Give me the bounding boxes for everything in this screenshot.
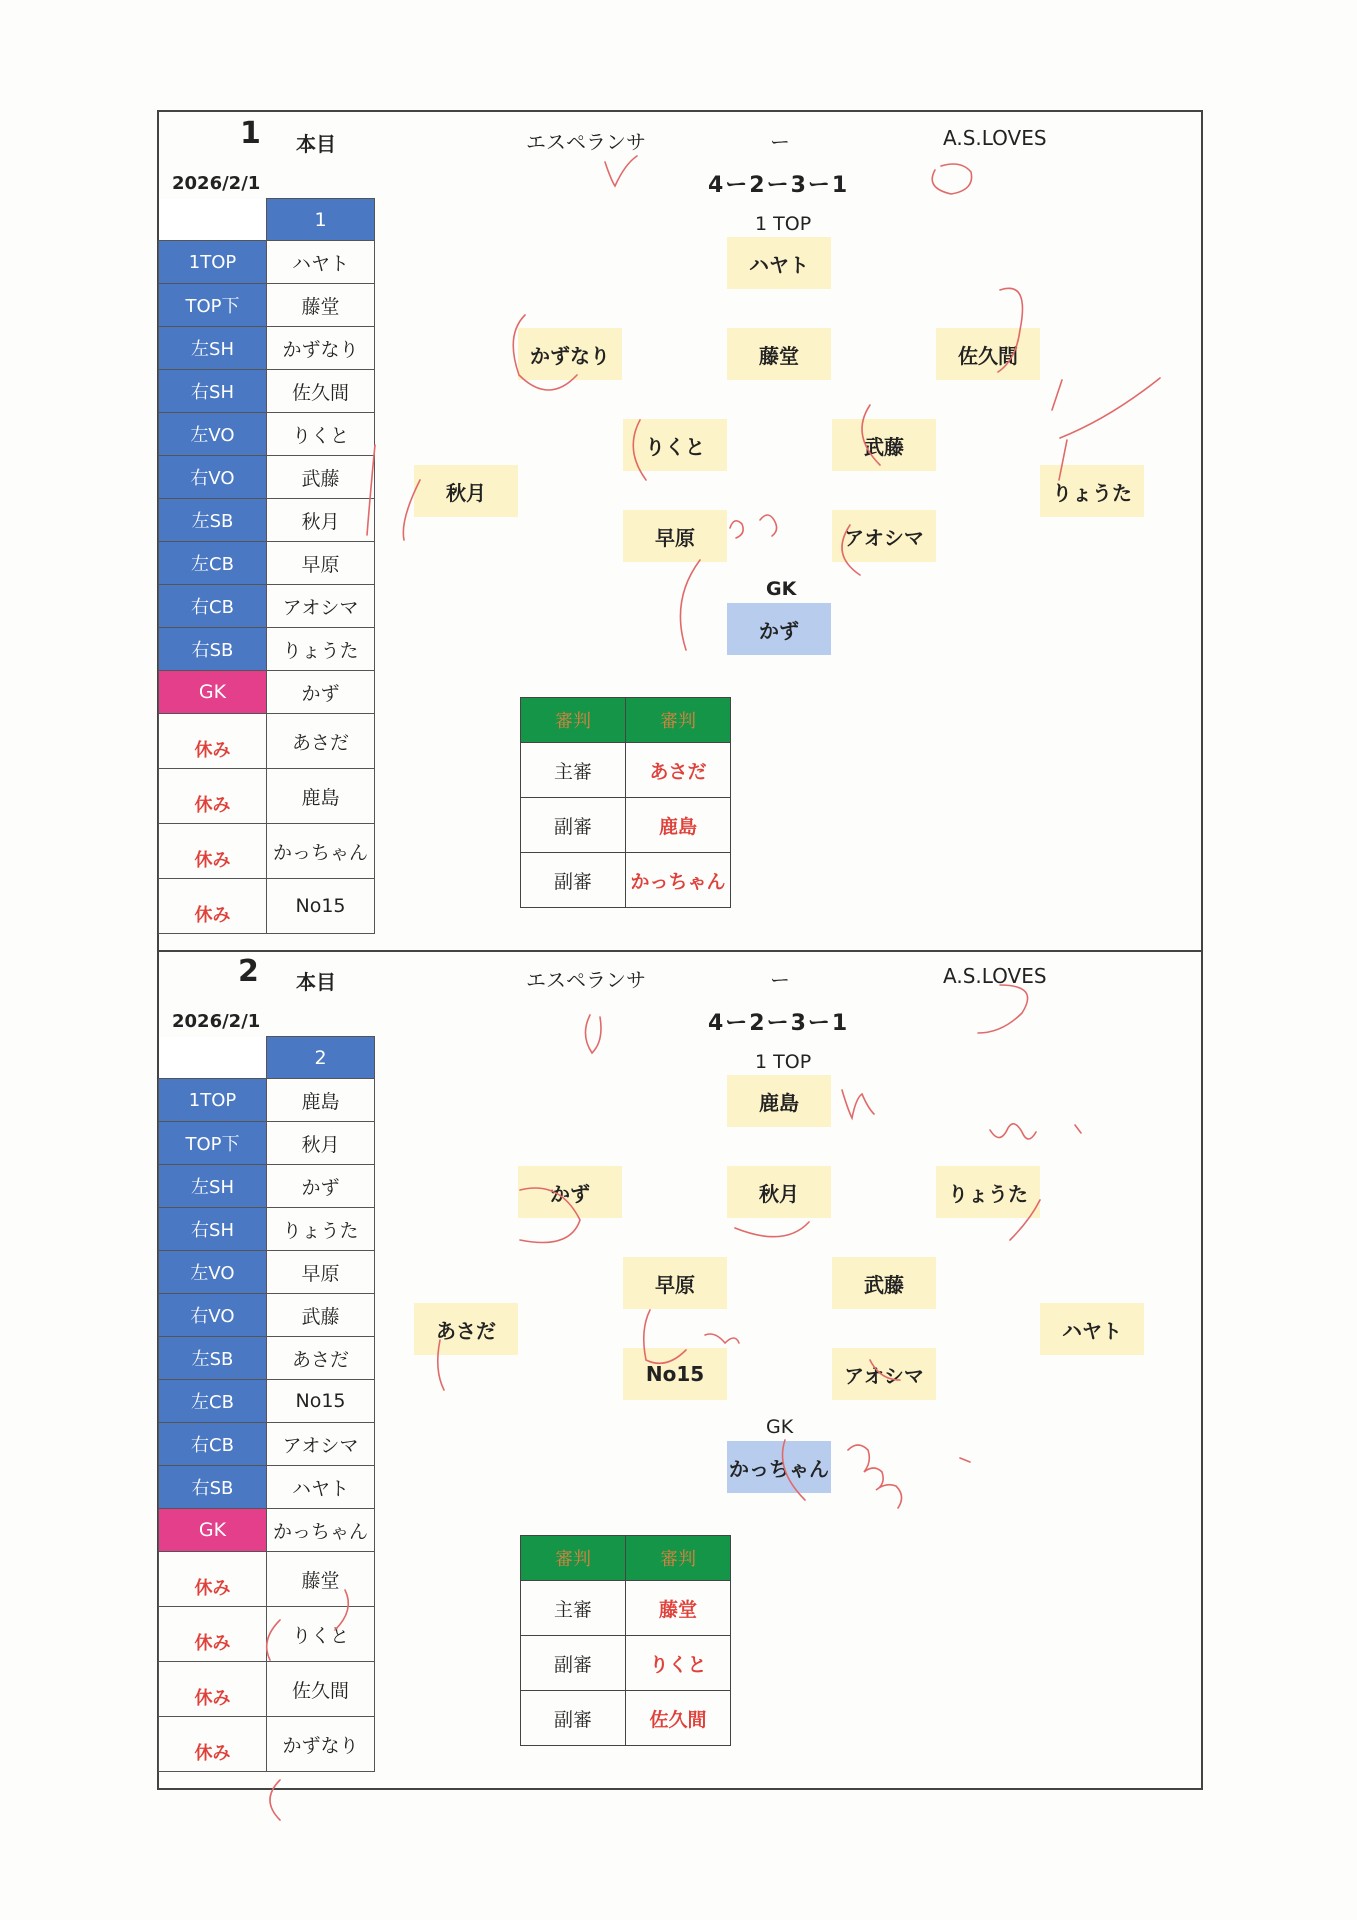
home-team: エスペランサ [526,968,646,992]
position-label: 右VO [159,1294,267,1337]
position-player: あさだ [267,1337,375,1380]
roster-table [158,1036,375,1772]
position-player: りくと [267,413,375,456]
position-label: TOP下 [159,1122,267,1165]
position-label: 右CB [159,585,267,628]
rest-label: 休み [159,1552,267,1607]
field-player-left-sh: かずなり [518,328,622,380]
position-player: 佐久間 [267,370,375,413]
referee-header: 審判 [626,1536,731,1581]
position-player: アオシマ [267,1423,375,1466]
position-player: りょうた [267,1208,375,1251]
position-player: アオシマ [267,585,375,628]
field-player-gk: かっちゃん [727,1441,831,1493]
rest-player: りくと [267,1607,375,1662]
position-player: 早原 [267,1251,375,1294]
away-team: A.S.LOVES [943,126,1047,150]
position-player: りょうた [267,628,375,671]
field-player-right-cb: アオシマ [832,1348,936,1400]
position-label: 左VO [159,1251,267,1294]
rest-label: 休み [159,769,267,824]
position-player: 武藤 [267,1294,375,1337]
position-label: 右SB [159,1466,267,1509]
roster-table [158,198,375,934]
referee-role: 副審 [521,1636,626,1691]
position-player: 早原 [267,542,375,585]
gk-label: GK [766,1416,794,1438]
field-player-right-sb: ハヤト [1040,1303,1144,1355]
rest-player: あさだ [267,714,375,769]
roster-corner [159,1037,267,1079]
formation: 4ー2ー3ー1 [708,173,850,198]
rest-player: 鹿島 [267,769,375,824]
referee-role: 副審 [521,798,626,853]
field-player-right-cb: アオシマ [832,510,936,562]
game-section-1 [0,0,1357,926]
position-label-gk: GK [159,1509,267,1552]
referee-header: 審判 [626,698,731,743]
rest-label: 休み [159,824,267,879]
referee-role: 副審 [521,1691,626,1746]
field-player-left-sb: あさだ [414,1303,518,1355]
vs-separator: ー [770,130,790,154]
referee-table [520,1535,731,1746]
game-section-2 [0,838,1357,1764]
position-label: 左VO [159,413,267,456]
field-player-left-vo: りくと [623,419,727,471]
referee-name: あさだ [626,743,731,798]
field-player-left-cb: 早原 [623,510,727,562]
position-label: 右SH [159,1208,267,1251]
position-player: かず [267,671,375,714]
rest-label: 休み [159,714,267,769]
rest-label: 休み [159,1717,267,1772]
vs-separator: ー [770,968,790,992]
top-label: 1 TOP [755,213,812,235]
referee-name: 鹿島 [626,798,731,853]
position-label: 1TOP [159,1079,267,1122]
position-label: 左SH [159,1165,267,1208]
position-player: かず [267,1165,375,1208]
gk-label: GK [766,578,797,600]
referee-name: りくと [626,1636,731,1691]
position-player: かっちゃん [267,1509,375,1552]
field-player-left-sh: かず [518,1166,622,1218]
honme-label: 本目 [296,132,336,156]
position-label: 左SB [159,1337,267,1380]
field-player-top-low: 藤堂 [727,328,831,380]
field-player-left-vo: 早原 [623,1257,727,1309]
referee-role: 副審 [521,853,626,908]
field-player-gk: かず [727,603,831,655]
field-player-right-sh: りょうた [936,1166,1040,1218]
rest-label: 休み [159,879,267,934]
position-label: 左SB [159,499,267,542]
position-player: 藤堂 [267,284,375,327]
roster-header: 1 [267,199,375,241]
referee-header: 審判 [521,698,626,743]
away-team: A.S.LOVES [943,964,1047,988]
roster-corner [159,199,267,241]
position-label: 右SH [159,370,267,413]
rest-player: 藤堂 [267,1552,375,1607]
home-team: エスペランサ [526,130,646,154]
formation: 4ー2ー3ー1 [708,1011,850,1036]
field-player-right-sb: りょうた [1040,465,1144,517]
field-player-right-vo: 武藤 [832,1257,936,1309]
rest-label: 休み [159,1662,267,1717]
game-number: 1 [240,116,261,151]
position-player: かずなり [267,327,375,370]
referee-role: 主審 [521,1581,626,1636]
position-label: 1TOP [159,241,267,284]
position-player: ハヤト [267,1466,375,1509]
referee-name: 藤堂 [626,1581,731,1636]
match-date: 2026/2/1 [172,173,261,194]
field-player-right-sh: 佐久間 [936,328,1040,380]
position-label: TOP下 [159,284,267,327]
rest-player: 佐久間 [267,1662,375,1717]
field-player-left-cb: No15 [623,1348,727,1400]
position-player: No15 [267,1380,375,1423]
position-player: 武藤 [267,456,375,499]
position-label: 左CB [159,542,267,585]
position-label: 右SB [159,628,267,671]
position-label: 左SH [159,327,267,370]
roster-header: 2 [267,1037,375,1079]
referee-header: 審判 [521,1536,626,1581]
position-label-gk: GK [159,671,267,714]
field-player-top: 鹿島 [727,1075,831,1127]
position-player: 秋月 [267,499,375,542]
position-label: 左CB [159,1380,267,1423]
game-number: 2 [238,954,259,989]
field-player-top: ハヤト [727,237,831,289]
referee-role: 主審 [521,743,626,798]
field-player-top-low: 秋月 [727,1166,831,1218]
referee-name: かっちゃん [626,853,731,908]
position-label: 右CB [159,1423,267,1466]
field-player-right-vo: 武藤 [832,419,936,471]
rest-label: 休み [159,1607,267,1662]
position-player: ハヤト [267,241,375,284]
rest-player: No15 [267,879,375,934]
match-date: 2026/2/1 [172,1011,261,1032]
field-player-left-sb: 秋月 [414,465,518,517]
position-label: 右VO [159,456,267,499]
referee-name: 佐久間 [626,1691,731,1746]
position-player: 鹿島 [267,1079,375,1122]
honme-label: 本目 [296,970,336,994]
position-player: 秋月 [267,1122,375,1165]
rest-player: かずなり [267,1717,375,1772]
rest-player: かっちゃん [267,824,375,879]
top-label: 1 TOP [755,1051,812,1073]
